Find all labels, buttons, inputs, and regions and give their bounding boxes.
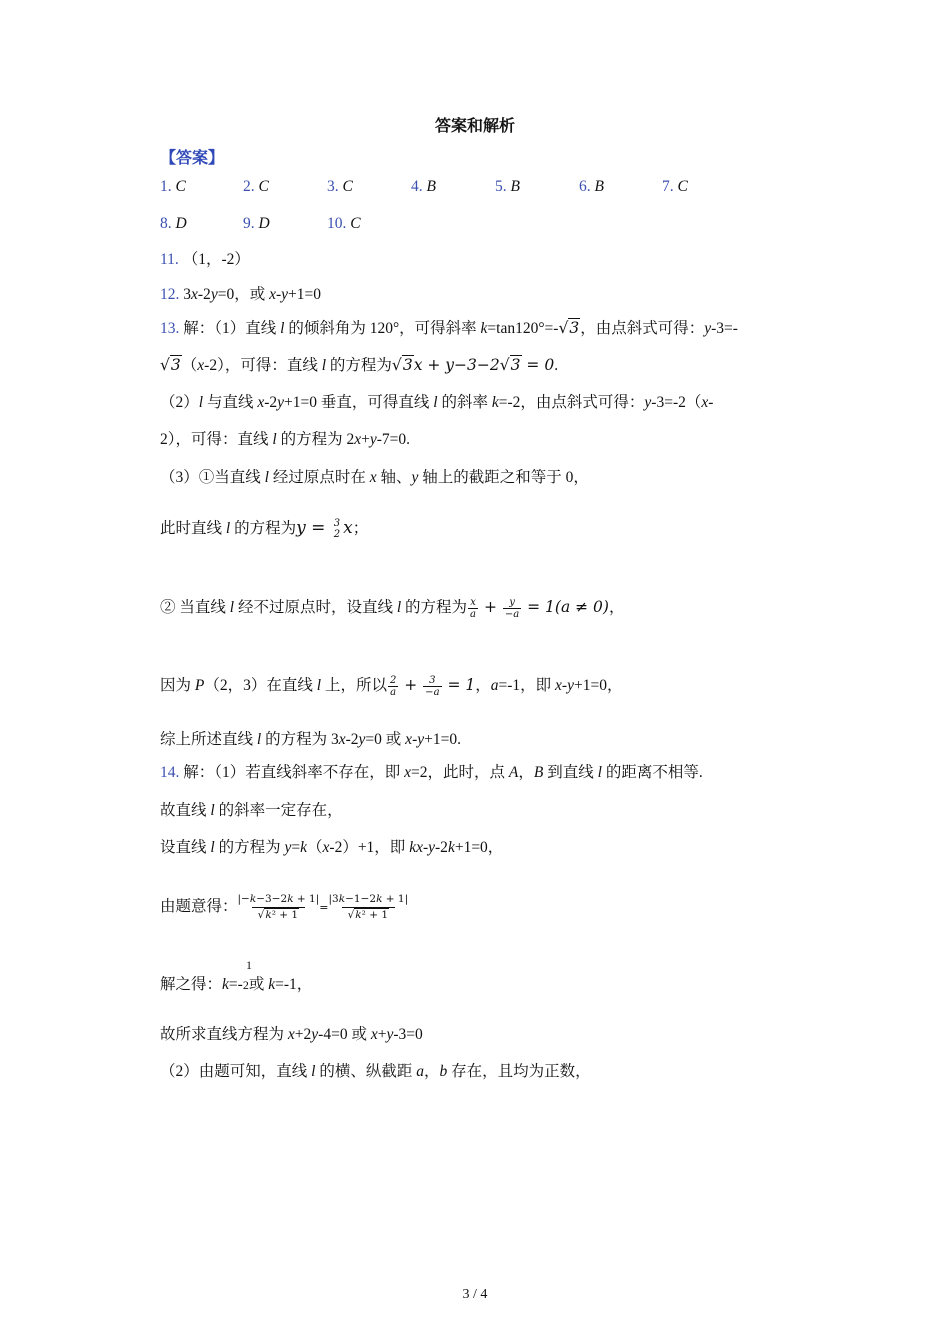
choice-answer: 10. C: [327, 215, 361, 232]
choice-answer: 6. B: [579, 178, 604, 195]
solution-14-line: 故所求直线方程为 x+2y-4=0 或 x+y-3=0: [160, 1026, 423, 1043]
solution-14-line: 由题意得： $\frac{|-k-3-2k + 1|}{\text{√k² + 1}}$ = $\frac{|3k-1-2k + 1|}{\text{√k² + 1}}$: [160, 892, 409, 921]
solution-13-line: 因为 P（2，3）在直线 l 上，所以 $\frac{2}{a}$ + $\frac{3}{-a}$ = 1，a=-1，即 x-y+1=0，: [160, 675, 623, 698]
choice-answer: 3. C: [327, 178, 353, 195]
choice-answer: 1. C: [160, 178, 186, 195]
solution-14-line: 故直线 l 的斜率一定存在，: [160, 802, 343, 819]
choice-answer: 9. D: [243, 215, 270, 232]
answer-heading: 【答案】: [160, 150, 225, 167]
fraction-numerator: 1: [246, 958, 252, 972]
solution-14-line: 解之得：k=-2或 k=-1，: [160, 976, 313, 993]
choice-answer: 4. B: [411, 178, 436, 195]
page-title: 答案和解析: [434, 118, 515, 135]
solution-14-line: 14. 解：（1）若直线斜率不存在，即 x=2，此时，点 A，B 到直线 l 的距离不相等.: [160, 764, 703, 781]
solution-14-line: （2）由题可知，直线 l 的横、纵截距 a，b 存在，且均为正数，: [160, 1063, 591, 1080]
solution-13-line: 综上所述直线 l 的方程为 3x-2y=0 或 x-y+1=0.: [160, 731, 461, 748]
choice-answer: 8. D: [160, 215, 187, 232]
solution-13-line: 2），可得：直线 l 的方程为 2x+y-7=0.: [160, 431, 411, 448]
solution-14-line: 设直线 l 的方程为 y=k（x-2）+1，即 kx-y-2k+1=0，: [160, 839, 504, 856]
answer-12: 12. 3x-2y=0，或 x-y+1=0: [160, 286, 322, 303]
solution-13-line: （2）l 与直线 x-2y+1=0 垂直，可得直线 l 的斜率 k=-2，由点斜式可得：y-3=-2（x-: [160, 394, 714, 411]
solution-13-line: √3（x-2），可得：直线 l 的方程为√3x + y−3−2√3 = 0.: [160, 356, 559, 374]
solution-13-line: （3）①当直线 l 经过原点时在 x 轴、y 轴上的截距之和等于 0，: [160, 469, 589, 486]
choice-answer: 5. B: [495, 178, 520, 195]
choice-answer: 2. C: [243, 178, 269, 195]
choice-answer: 7. C: [662, 178, 688, 195]
solution-13-line: ② 当直线 l 经不过原点时，设直线 l 的方程为 $\frac{x}{a}$ + $\frac{y}{-a}$ = 1(a ≠ 0)，: [160, 597, 625, 620]
page-number: 3 / 4: [462, 1287, 488, 1302]
answer-11: 11. （1，-2）: [160, 251, 250, 268]
solution-13-line: 13. 解：（1）直线 l 的倾斜角为 120°，可得斜率 k=tan120°=-√3，由点斜式可得：y-3=-: [160, 319, 738, 337]
solution-13-line: 此时直线 l 的方程为y = 3 2 x；: [160, 518, 369, 541]
